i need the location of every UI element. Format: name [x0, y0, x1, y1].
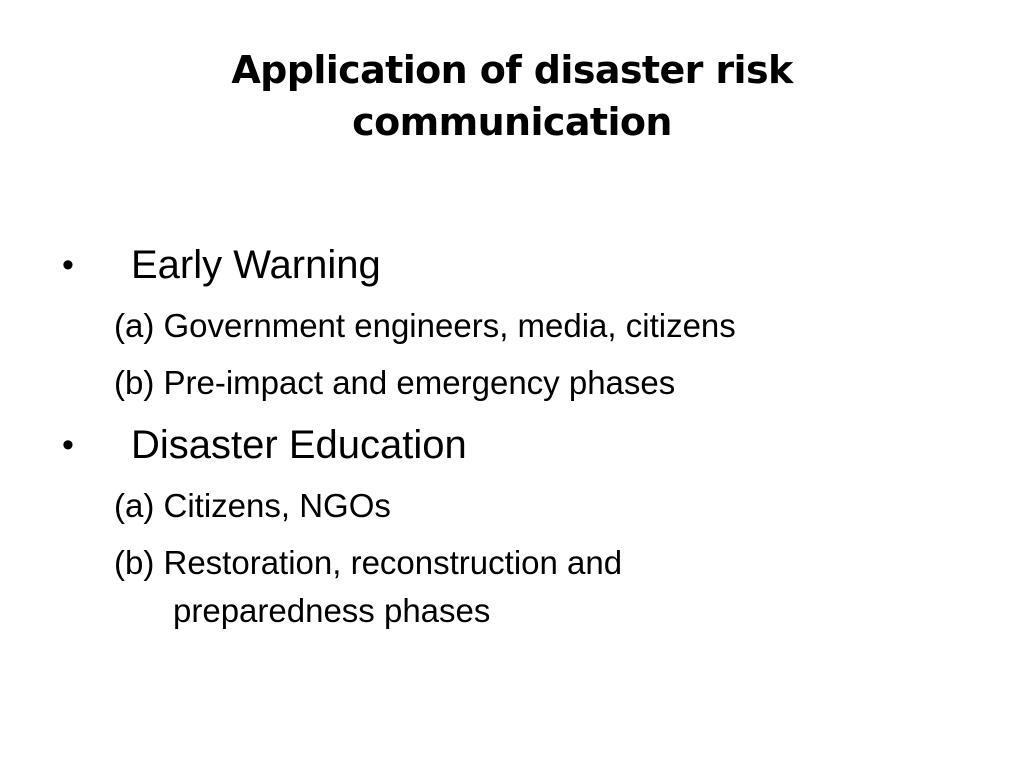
bullet-marker: • — [62, 246, 74, 284]
slide-title — [112, 44, 912, 148]
sub-item-early-warning-a — [114, 302, 736, 350]
sub-item-text: (b) Pre-impact and emergency phases — [114, 364, 676, 401]
sub-item-disaster-education-b — [114, 539, 622, 635]
sub-item-text: (a) Citizens, NGOs — [114, 487, 391, 524]
sub-item-disaster-education-a — [114, 482, 391, 530]
slide-title-line-2: communication — [352, 100, 672, 144]
slide-title-line-1: Application of disaster risk — [231, 48, 793, 92]
bullet-marker: • — [62, 426, 74, 464]
bullet-label: Disaster Education — [131, 423, 467, 467]
sub-item-text: (a) Government engineers, media, citizens — [114, 307, 736, 344]
sub-item-early-warning-b — [114, 359, 675, 407]
bullet-label: Early Warning — [131, 243, 381, 287]
sub-item-continuation: preparedness phases — [173, 592, 491, 629]
sub-item-text: (b) Restoration, reconstruction and — [114, 544, 623, 581]
